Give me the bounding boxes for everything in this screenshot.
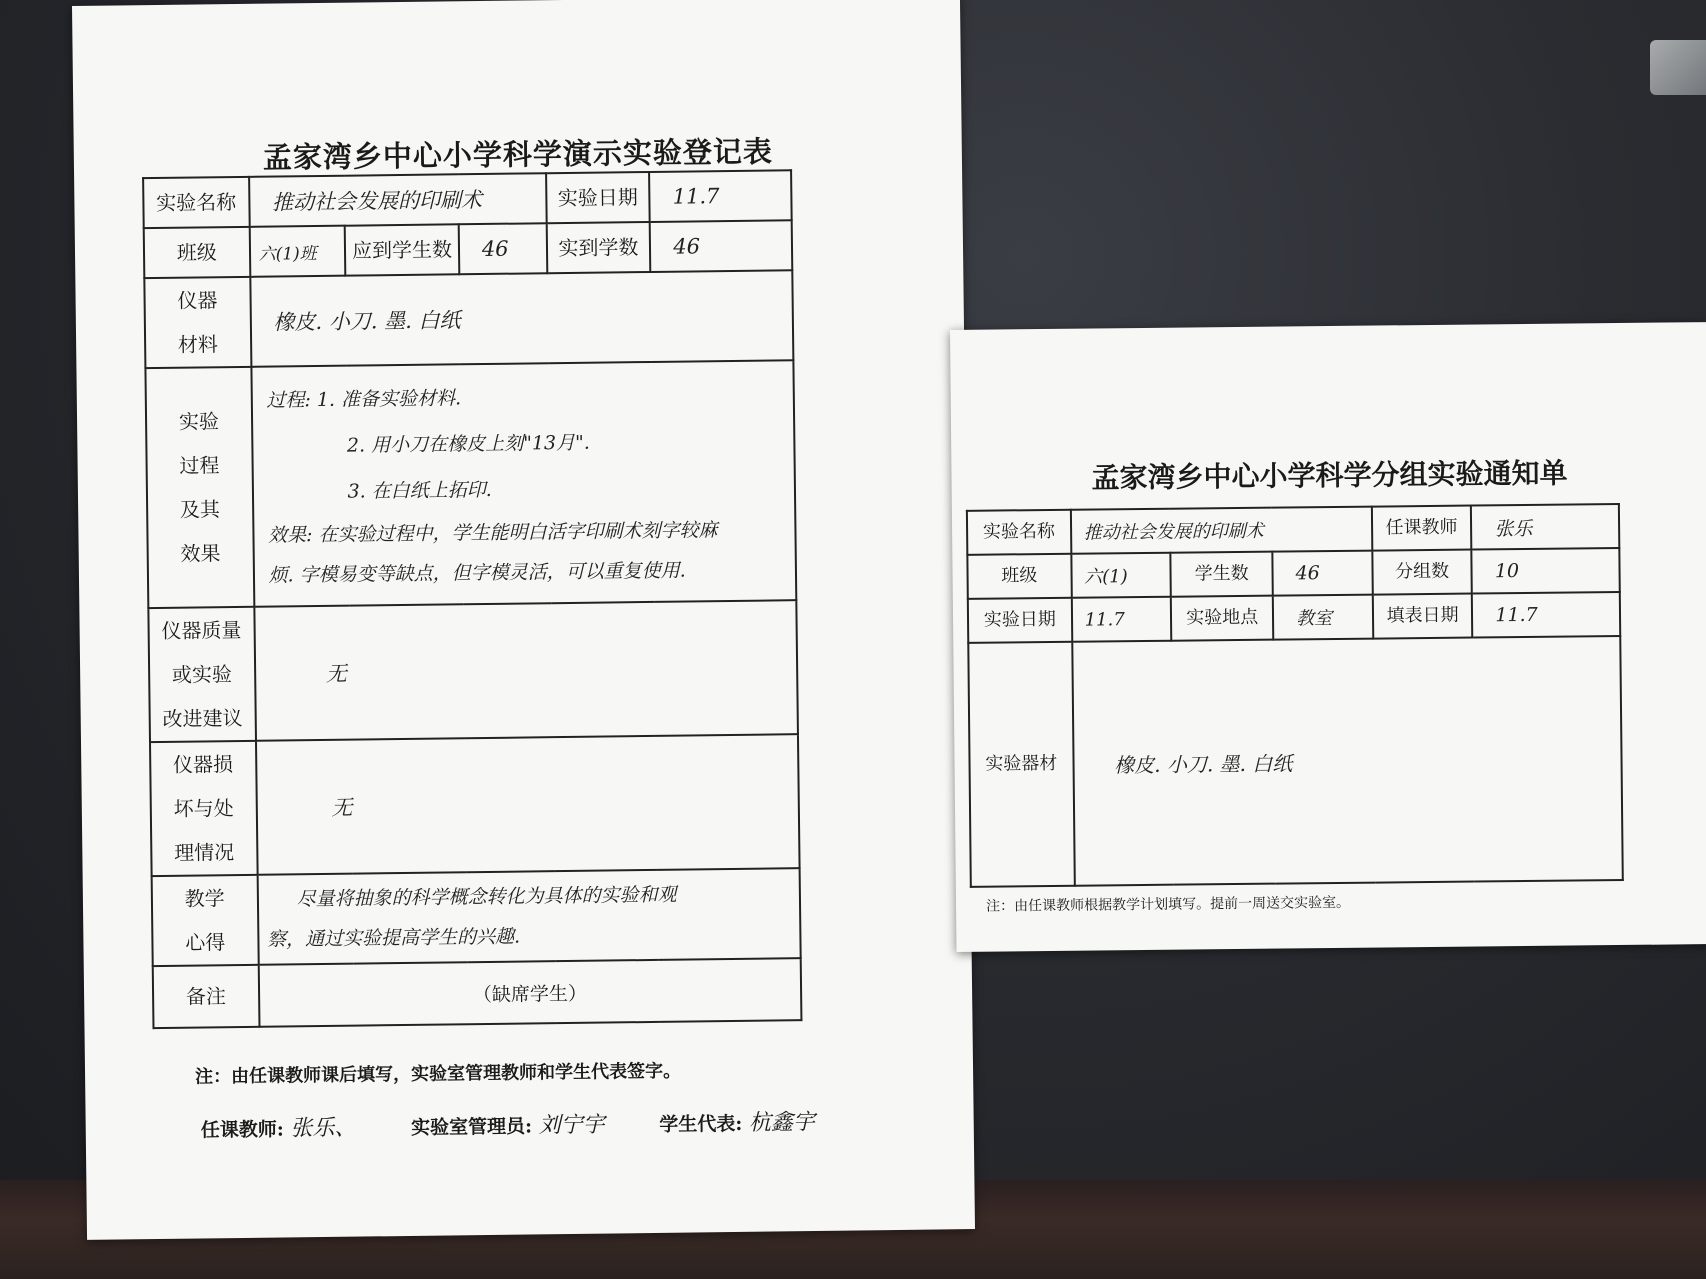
value-experiment-date: 11.7 xyxy=(649,170,791,222)
registration-form-title: 孟家湾乡中心小学科学演示实验登记表 xyxy=(262,134,774,175)
label-process-line4: 效果 xyxy=(180,541,221,566)
notice-label-location: 实验地点 xyxy=(1171,596,1273,641)
value-remarks: （缺席学生） xyxy=(258,958,801,1027)
label-reflection xyxy=(152,875,259,966)
label-quality-line2: 或实验 xyxy=(171,662,233,687)
registration-form-table xyxy=(142,169,802,1029)
value-quality: 无 xyxy=(254,600,798,741)
notice-footnote: 注：由任课教师根据教学计划填写。提前一周送交实验室。 xyxy=(985,894,1351,915)
registration-form-sheet xyxy=(72,0,975,1240)
value-experiment-name: 推动社会发展的印刷术 xyxy=(249,173,547,227)
notice-label-experiment-date: 实验日期 xyxy=(968,598,1072,643)
notice-label-students: 学生数 xyxy=(1171,552,1273,597)
notice-form-table xyxy=(966,503,1624,888)
notice-value-experiment-date: 11.7 xyxy=(1071,597,1171,642)
lab-admin-label: 实验室管理员: xyxy=(410,1115,533,1139)
notice-value-location: 教室 xyxy=(1273,595,1373,640)
lab-admin-signature: 刘宁宇 xyxy=(538,1112,605,1139)
value-damage: 无 xyxy=(256,734,800,875)
value-reflection xyxy=(257,868,800,965)
notice-label-equipment: 实验器材 xyxy=(968,642,1074,887)
label-experiment-date: 实验日期 xyxy=(546,172,650,223)
device-corner xyxy=(1650,40,1706,95)
label-damage-line1: 仪器损 xyxy=(172,752,234,777)
label-experiment-name: 实验名称 xyxy=(143,177,249,228)
effect-line-1: 效果: 在实验过程中，学生能明白活字印刷术刻字较麻 xyxy=(267,519,718,547)
label-quality-line3: 改进建议 xyxy=(162,705,243,731)
notice-form-sheet xyxy=(950,322,1706,952)
reflection-line-1: 尽量将抽象的科学概念转化为具体的实验和观 xyxy=(296,883,677,911)
student-rep-signature: 杭鑫宇 xyxy=(748,1110,816,1136)
label-instruments-line1: 仪器 xyxy=(177,288,218,313)
notice-value-students: 46 xyxy=(1272,551,1372,596)
reflection-line-2: 察，通过实验提高学生的兴趣. xyxy=(266,925,521,951)
label-reflection-line1: 教学 xyxy=(184,886,225,911)
effect-line-2: 烦. 字模易变等缺点，但字模灵活，可以重复使用. xyxy=(268,559,686,587)
notice-value-fill-date: 11.7 xyxy=(1472,592,1620,638)
label-process-line3: 及其 xyxy=(179,497,221,522)
process-step-3: 3. 在白纸上拓印. xyxy=(347,478,492,503)
notice-label-groups: 分组数 xyxy=(1372,550,1472,595)
registration-footnote: 注：由任课教师课后填写，实验室管理教师和学生代表签字。 xyxy=(194,1060,682,1088)
signature-row xyxy=(201,1104,901,1144)
label-class: 班级 xyxy=(144,227,250,278)
process-step-1: 过程: 1. 准备实验材料. xyxy=(266,387,462,412)
notice-value-equipment: 橡皮. 小刀. 墨. 白纸 xyxy=(1072,636,1623,886)
label-instruments-line2: 材料 xyxy=(177,332,219,357)
value-process xyxy=(251,360,796,607)
label-remarks: 备注 xyxy=(153,965,259,1028)
label-process-line2: 过程 xyxy=(179,453,220,478)
student-rep-label: 学生代表: xyxy=(659,1112,743,1136)
notice-form-title: 孟家湾乡中心小学科学分组实验通知单 xyxy=(1091,456,1568,495)
label-quality xyxy=(148,607,255,742)
notice-label-fill-date: 填表日期 xyxy=(1373,594,1473,639)
notice-value-groups: 10 xyxy=(1472,548,1620,594)
label-process-line1: 实验 xyxy=(178,409,220,434)
notice-value-experiment-name: 推动社会发展的印刷术 xyxy=(1070,507,1372,554)
value-expected-students: 46 xyxy=(459,223,547,274)
notice-label-teacher: 任课教师 xyxy=(1372,506,1472,551)
value-class: 六(1)班 xyxy=(249,226,345,277)
process-step-2: 2. 用小刀在橡皮上刻"13月". xyxy=(346,431,590,457)
notice-value-teacher: 张乐 xyxy=(1471,504,1619,550)
label-expected-students: 应到学生数 xyxy=(345,224,459,275)
label-process xyxy=(145,367,254,608)
label-instruments xyxy=(144,277,251,368)
teacher-signature-label: 任课教师: xyxy=(200,1118,284,1142)
label-reflection-line2: 心得 xyxy=(185,930,226,955)
notice-label-class: 班级 xyxy=(967,554,1071,599)
value-instruments: 橡皮. 小刀. 墨. 白纸 xyxy=(250,270,793,367)
label-actual-students: 实到学数 xyxy=(546,222,650,273)
teacher-signature: 张乐、 xyxy=(290,1115,357,1142)
notice-label-experiment-name: 实验名称 xyxy=(967,510,1071,555)
label-damage xyxy=(150,741,257,876)
label-damage-line2: 坏与处 xyxy=(173,796,234,821)
notice-value-class: 六(1) xyxy=(1071,553,1171,598)
label-quality-line1: 仪器质量 xyxy=(161,617,242,643)
label-damage-line3: 理情况 xyxy=(174,840,235,865)
value-actual-students: 46 xyxy=(650,220,792,272)
